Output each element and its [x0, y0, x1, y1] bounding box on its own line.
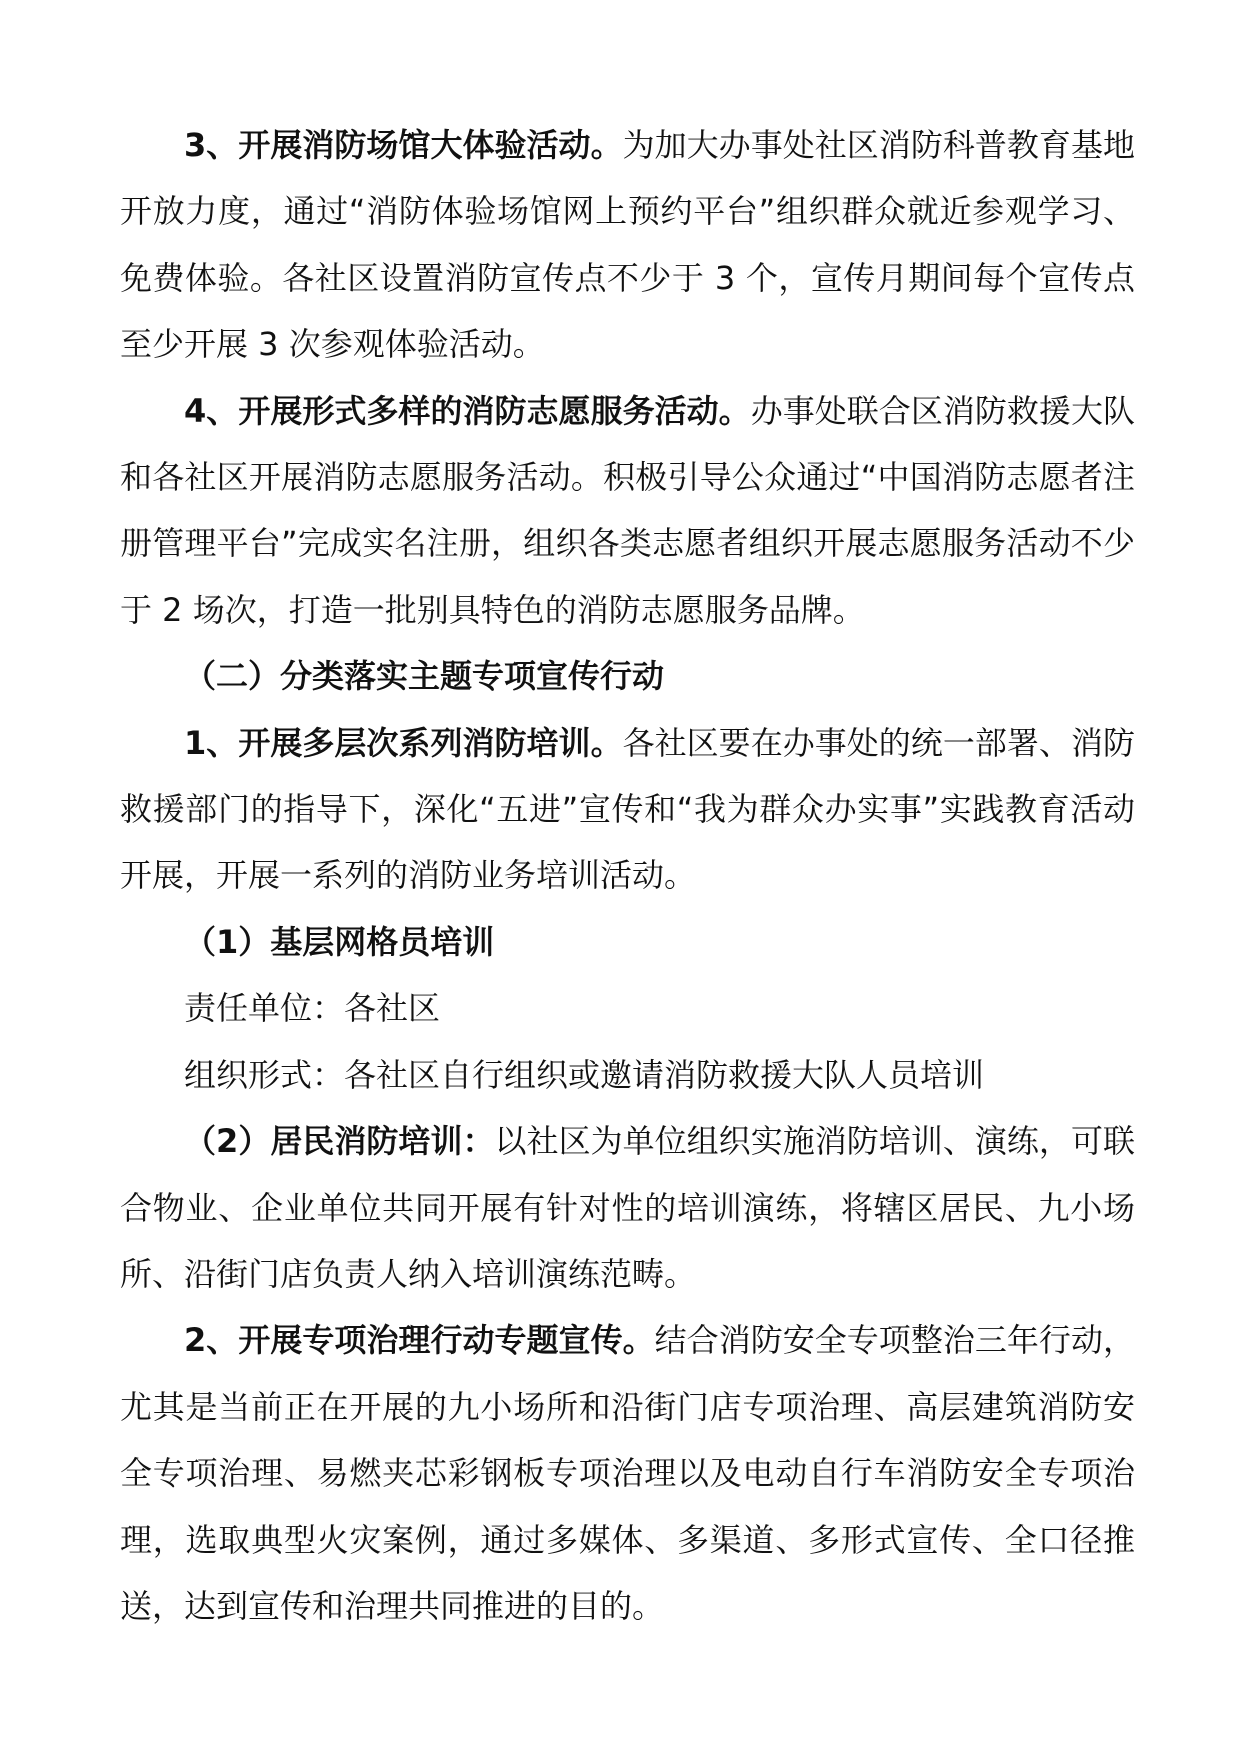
- line-organization-form: [120, 1042, 1135, 1108]
- paragraph-heading: 3、开展消防场馆大体验活动。: [184, 126, 623, 164]
- paragraph-body: 各社区要在办事处的统一部署、消防救援部门的指导下，深化“五进”宣传和“我为群众办实事”实践教育活动开展，开展一系列的消防业务培训活动。: [120, 723, 1135, 895]
- paragraph-heading: 2、开展专项治理行动专题宣传。: [184, 1321, 655, 1360]
- paragraph-venue-experience: [120, 112, 1135, 378]
- paragraph-volunteer-service: [120, 378, 1135, 644]
- paragraph-body: 组织形式：各社区自行组织或邀请消防救援大队人员培训: [184, 1055, 985, 1094]
- paragraph-body: 办事处联合区消防救援大队和各社区开展消防志愿服务活动。积极引导公众通过“中国消防志愿者注册管理平台”完成实名注册，组织各类志愿者组织开展志愿服务活动不少于 2 场次，打造一批别具特色的消防志愿服务品牌。: [120, 391, 1135, 629]
- paragraph-training: [120, 710, 1135, 909]
- paragraph-heading: 1、开展多层次系列消防培训。: [184, 723, 623, 762]
- subheading: （1）基层网格员培训: [184, 922, 495, 961]
- paragraph-resident-training: [120, 1108, 1135, 1307]
- paragraph-heading: 4、开展形式多样的消防志愿服务活动。: [184, 391, 751, 430]
- paragraph-body: 责任单位：各社区: [184, 989, 441, 1028]
- paragraph-body: 结合消防安全专项整治三年行动，尤其是当前正在开展的九小场所和沿街门店专项治理、高层建筑消防安全专项治理、易燃夹芯彩钢板专项治理以及电动自行车消防安全专项治理，选取典型火灾案例，通过多媒体、多渠道、多形式宣传、全口径推送，达到宣传和治理共同推进的目的。: [120, 1321, 1135, 1625]
- paragraph-body: 以社区为单位组织实施消防培训、演练，可联合物业、企业单位共同开展有针对性的培训演练，将辖区居民、九小场所、沿街门店负责人纳入培训演练范畴。: [120, 1122, 1135, 1293]
- document-body: [120, 112, 1135, 1639]
- subheading: （2）居民消防培训：: [184, 1122, 495, 1161]
- subheading-grid-staff-training: [120, 909, 1135, 975]
- paragraph-special-governance: [120, 1307, 1135, 1639]
- paragraph-body: 为加大办事处社区消防科普教育基地开放力度，通过“消防体验场馆网上预约平台”组织群众就近参观学习、免费体验。各社区设置消防宣传点不少于 3 个，宣传月期间每个宣传点至少开展 3 次参观体验活动。: [120, 126, 1135, 364]
- line-responsible-unit: [120, 975, 1135, 1041]
- section-heading-thematic-campaign: [120, 643, 1135, 709]
- section-heading: （二）分类落实主题专项宣传行动: [184, 657, 665, 696]
